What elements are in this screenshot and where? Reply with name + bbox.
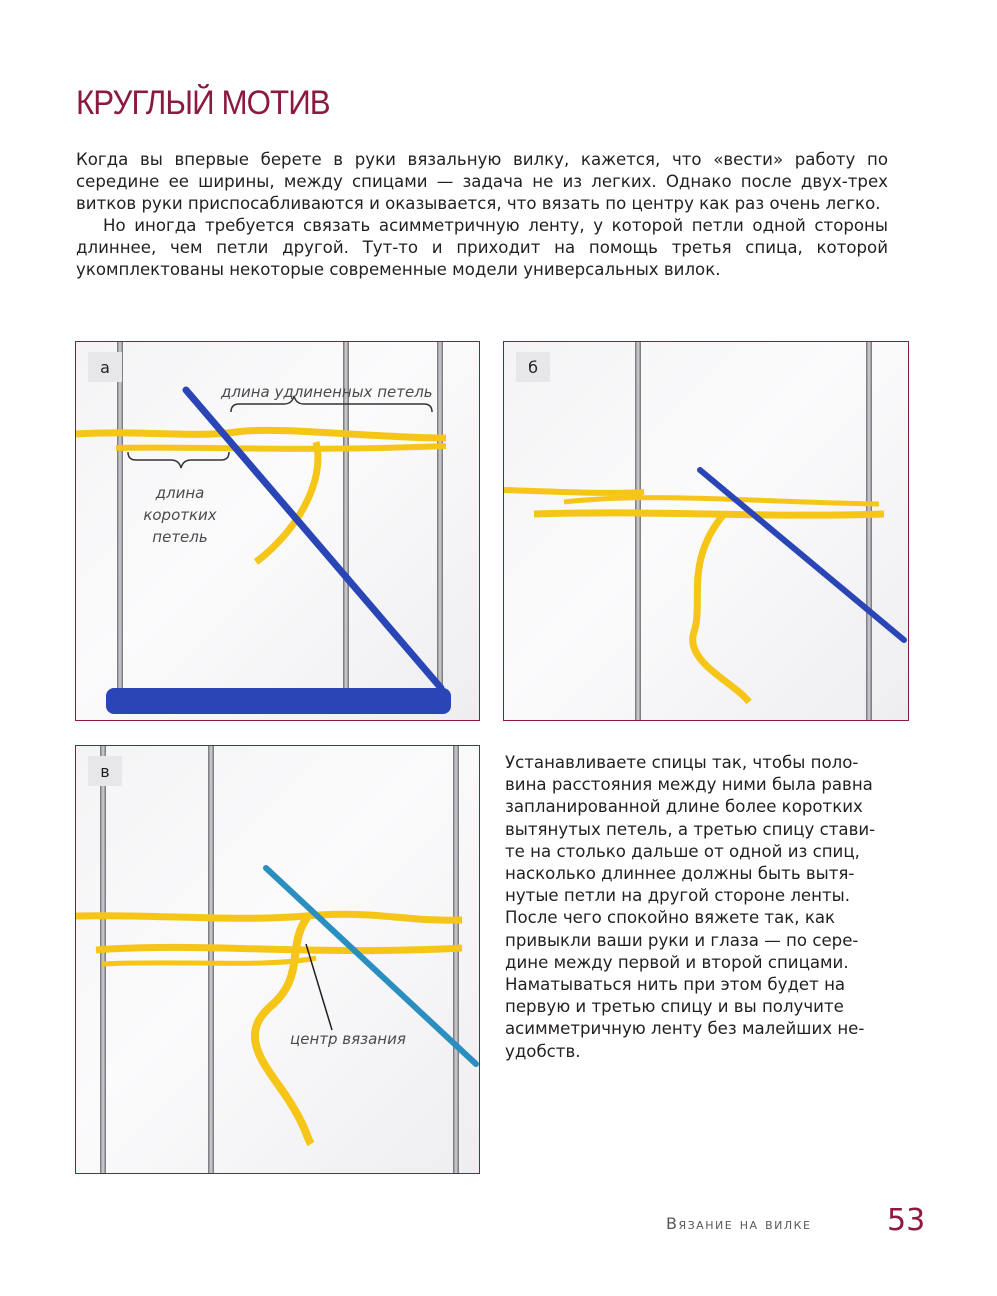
needle-2 — [866, 342, 872, 720]
yarn-strand — [76, 430, 446, 438]
yarn-strand — [76, 914, 462, 920]
annotation-short-2: коротких — [143, 506, 217, 524]
yarn-strand-2 — [96, 947, 462, 950]
yarn-tail — [256, 442, 318, 562]
needle-1 — [117, 342, 123, 692]
needle-3 — [437, 342, 443, 692]
yarn-strand-2 — [116, 446, 446, 449]
page-title: КРУГЛЫЙ МОТИВ — [76, 84, 330, 122]
side-paragraph: Устанавливаете спицы так, чтобы поло- вина расстояния между ними была равна запланированной длине более коротких вытянутых петель, а третью спицу стави- те на столько дальше от одной из спиц, насколько длиннее должны быть вытя- нутые петли на другой стороне ленты. После чего спокойно вяжете так, как привыкли ваши руки и глаза — по сере- дине между первой и второй спицами. Наматываться нить при этом будет на первую и третью спицу и вы получите асимметричную ленту без малейших не- удобств. — [505, 753, 876, 1061]
yarn-strand-2 — [534, 513, 884, 515]
photo-b-illustration — [504, 342, 908, 720]
running-footer-title: Вязание на вилке — [666, 1214, 812, 1233]
photo-b — [503, 341, 909, 721]
annotation-long-loops: длина удлиненных петель — [221, 383, 433, 401]
yarn-tail — [693, 514, 749, 702]
intro-paragraph-2: Но иногда требуется связать асимметричную ленту, у которой петли одной стороны длиннее, чем петли другой. Тут-то и приходит на помощь третья спица, которой укомплектованы некоторые современные модели универсальных вилок. — [76, 216, 888, 279]
pointer-line — [306, 944, 332, 1030]
yarn-strand — [504, 490, 644, 493]
photo-label-v: в — [88, 756, 122, 786]
needle-1 — [635, 342, 641, 720]
annotation-center: центр вязания — [290, 1030, 406, 1048]
yarn-strand-3 — [564, 498, 879, 504]
needle-3 — [453, 746, 459, 1173]
photo-a — [75, 341, 480, 721]
photo-v-illustration — [76, 746, 479, 1173]
intro-text — [76, 149, 888, 281]
short-loop-bracket — [128, 452, 229, 468]
page-number: 53 — [887, 1203, 926, 1238]
photo-a-illustration — [76, 342, 479, 720]
crochet-hook — [700, 470, 904, 640]
needle-2 — [208, 746, 214, 1173]
needle-1 — [100, 746, 106, 1173]
annotation-short-3: петель — [152, 528, 208, 546]
intro-paragraph-1: Когда вы впервые берете в руки вязальную вилку, кажется, что «вести» работу по середине ее ширины, между спицами — задача не из легких. Однако после двух-трех витков руки приспосабливаются и оказывается, что вязать по центру как раз очень легко. — [76, 150, 888, 213]
annotation-short-1: длина — [155, 484, 205, 502]
photo-label-a: а — [88, 352, 122, 382]
fork-base — [106, 688, 451, 714]
photo-v — [75, 745, 480, 1174]
photo-label-b: б — [516, 352, 550, 382]
